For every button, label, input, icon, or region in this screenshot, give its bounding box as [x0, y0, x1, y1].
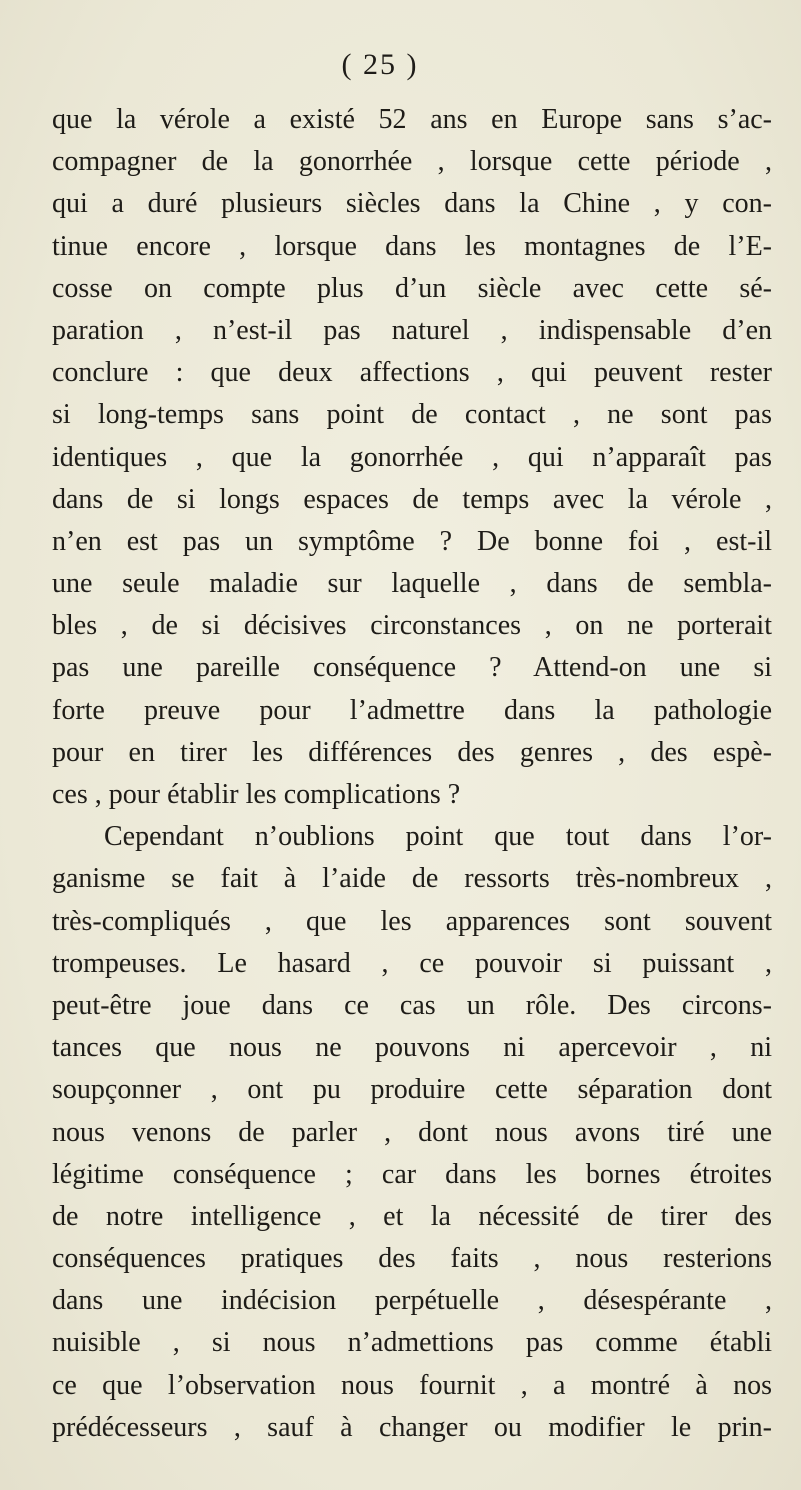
text-line: tances que nous ne pouvons ni apercevoir , ni	[52, 1032, 772, 1064]
text-line: dans de si longs espaces de temps avec la vérole ,	[52, 483, 772, 515]
text-line: conclure : que deux affections , qui peuvent rester	[52, 357, 772, 389]
text-line: tinue encore , lorsque dans les montagnes de l’E-	[52, 230, 772, 262]
text-line: ganisme se fait à l’aide de ressorts très-nombreux ,	[52, 863, 772, 895]
text-line: bles , de si décisives circonstances , on ne porterait	[52, 610, 772, 642]
text-line: trompeuses. Le hasard , ce pouvoir si puissant ,	[52, 947, 772, 979]
text-line: que la vérole a existé 52 ans en Europe sans s’ac-	[52, 104, 772, 135]
text-line: identiques , que la gonorrhée , qui n’apparaît pas	[52, 441, 772, 473]
text-line: conséquences pratiques des faits , nous resterions	[52, 1243, 772, 1275]
body-text	[52, 99, 772, 1449]
text-line: n’en est pas un symptôme ? De bonne foi , est-il	[52, 525, 772, 557]
text-line: une seule maladie sur laquelle , dans de sembla-	[52, 568, 772, 600]
text-line: soupçonner , ont pu produire cette séparation dont	[52, 1074, 772, 1106]
text-line: prédécesseurs , sauf à changer ou modifier le prin-	[52, 1411, 772, 1443]
text-line: peut-être joue dans ce cas un rôle. Des circons-	[52, 989, 772, 1021]
text-line: nous venons de parler , dont nous avons tiré une	[52, 1116, 772, 1148]
text-line: paration , n’est-il pas naturel , indispensable d’en	[52, 314, 772, 346]
text-line: légitime conséquence ; car dans les bornes étroites	[52, 1158, 772, 1190]
text-line: qui a duré plusieurs siècles dans la Chine , y con-	[52, 188, 772, 220]
text-line: nuisible , si nous n’admettions pas comme établi	[52, 1327, 772, 1359]
text-line: cosse on compte plus d’un siècle avec cette sé-	[52, 272, 772, 304]
text-line: dans une indécision perpétuelle , désespérante ,	[52, 1285, 772, 1317]
text-line: forte preuve pour l’admettre dans la pathologie	[52, 694, 772, 726]
paragraph-start-line: Cependant n’oublions point que tout dans l’or-	[104, 821, 772, 853]
text-line: de notre intelligence , et la nécessité de tirer des	[52, 1200, 772, 1232]
text-line: pour en tirer les différences des genres , des espè-	[52, 736, 772, 768]
text-line: ces , pour établir les complications ?	[52, 779, 461, 810]
text-line: compagner de la gonorrhée , lorsque cette période ,	[52, 146, 772, 178]
page-number: ( 25 )	[341, 48, 419, 81]
text-line: ce que l’observation nous fournit , a montré à nos	[52, 1369, 772, 1401]
text-line: très-compliqués , que les apparences sont souvent	[52, 905, 772, 937]
text-line: pas une pareille conséquence ? Attend-on une si	[52, 652, 772, 684]
text-line: si long-temps sans point de contact , ne sont pas	[52, 399, 772, 431]
